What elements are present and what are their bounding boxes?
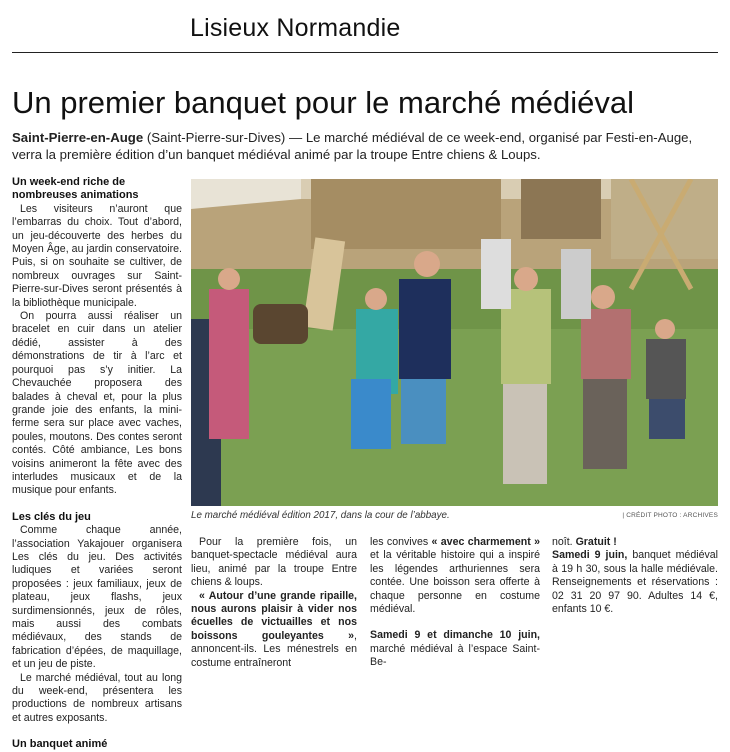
- photo-credit: | CRÉDIT PHOTO : ARCHIVES: [622, 512, 718, 519]
- header-rule: [12, 52, 718, 53]
- banquet-date-label: Samedi 9 juin,: [552, 549, 628, 562]
- paragraph: Samedi 9 juin, banquet médiéval à 19 h 30, sous la halle médiévale. Renseignements et réservations : 02 31 20 97 90. Adultes 14 €, enfants 10 €.: [552, 549, 718, 616]
- lede-place-detail: (Saint-Pierre-sur-Dives) —: [143, 130, 303, 145]
- paragraph: Le marché médiéval, tout au long du week-end, présentera les productions de nombreux artisans et autres exposants.: [12, 671, 182, 724]
- lede-text: Le marché médiéval de ce week-end, organisé par Festi-en-Auge, verra la première édition d’un banquet médiéval animé par la troupe Entre chiens & Loups.: [12, 130, 693, 162]
- dates-label: Samedi 9 et dimanche 10 juin,: [370, 629, 540, 642]
- headline: Un premier banquet pour le marché médiéval: [12, 85, 635, 120]
- subheading-banquet: Un banquet animé: [12, 738, 108, 751]
- article-column-4: [552, 536, 718, 616]
- subheading-cles-du-jeu: Les clés du jeu: [12, 510, 91, 523]
- paragraph: noît. Gratuit !: [552, 536, 617, 548]
- subheading-animations: Un week-end riche de nombreuses animations: [12, 176, 139, 202]
- article-column-2: [191, 536, 357, 670]
- charmement-quote: « avec charmement »: [431, 536, 540, 548]
- paragraph: Comme chaque année, l’association Yakajouer organisera Les clés du jeu. Des activités ludiques et variées seront proposées : jeux familiaux, jeux de plateau, jeux flashs, jeux surdimensionnés, jeux de rôles, mais aussi des combats médiévaux, des stands de fabrication d’épées, de maquillage, et un jeu de piste.: [12, 524, 182, 671]
- paragraph: les convives « avec charmement » et la véritable histoire qui a inspiré les légendes arthuriennes sera contée. Une boisson sera offerte à chaque personne en costume médiéval.: [370, 536, 540, 616]
- paragraph: [191, 590, 357, 670]
- paragraph: Pour la première fois, un banquet-spectacle médiéval aura lieu, animé par la troupe Entre chiens & loups.: [191, 536, 357, 589]
- free-label: Gratuit !: [575, 536, 617, 548]
- article-column-1: [12, 176, 182, 752]
- lede-place: Saint-Pierre-en-Auge: [12, 130, 144, 145]
- quote-tail: , annoncent-ils. Les ménestrels en costume entraîneront: [191, 629, 357, 669]
- paragraph: Les visiteurs n’auront que l’embarras du choix. Tout d’abord, un jeu-découverte des herbes du Moyen Âge, au jardin conservatoire. Puis, si on souhaite se cultiver, de nombreux ouvrages sur Saint-Pierre-sur-Dives seront présentés à la bibliothèque municipale.: [12, 202, 182, 309]
- article-column-3: [370, 536, 540, 670]
- lede: [12, 129, 718, 163]
- paragraph: On pourra aussi réaliser un bracelet en cuir dans un atelier dédié, assister à des démonstrations de tir à l’arc et pourquoi pas s’y initier. La Chevauchée proposera des balades à cheval et, pour la plus grande joie des enfants, la mini-ferme sera sur place avec vaches, poules, moutons. Des contes seront contés. Côté ambiance, Les bons voisins animeront la fête avec des interludes musicaux et de la musique pour enfants.: [12, 310, 182, 497]
- photo-caption: Le marché médiéval édition 2017, dans la cour de l’abbaye.: [191, 510, 450, 521]
- quote: « Autour d’une grande ripaille, nous aurons plaisir à vider nos écuelles de victuailles et nos boissons gouleyantes »: [191, 589, 357, 642]
- paragraph: Samedi 9 et dimanche 10 juin, marché médiéval à l’espace Saint-Be-: [370, 629, 540, 669]
- section-header: Lisieux Normandie: [190, 14, 401, 42]
- article-photo: [191, 179, 718, 506]
